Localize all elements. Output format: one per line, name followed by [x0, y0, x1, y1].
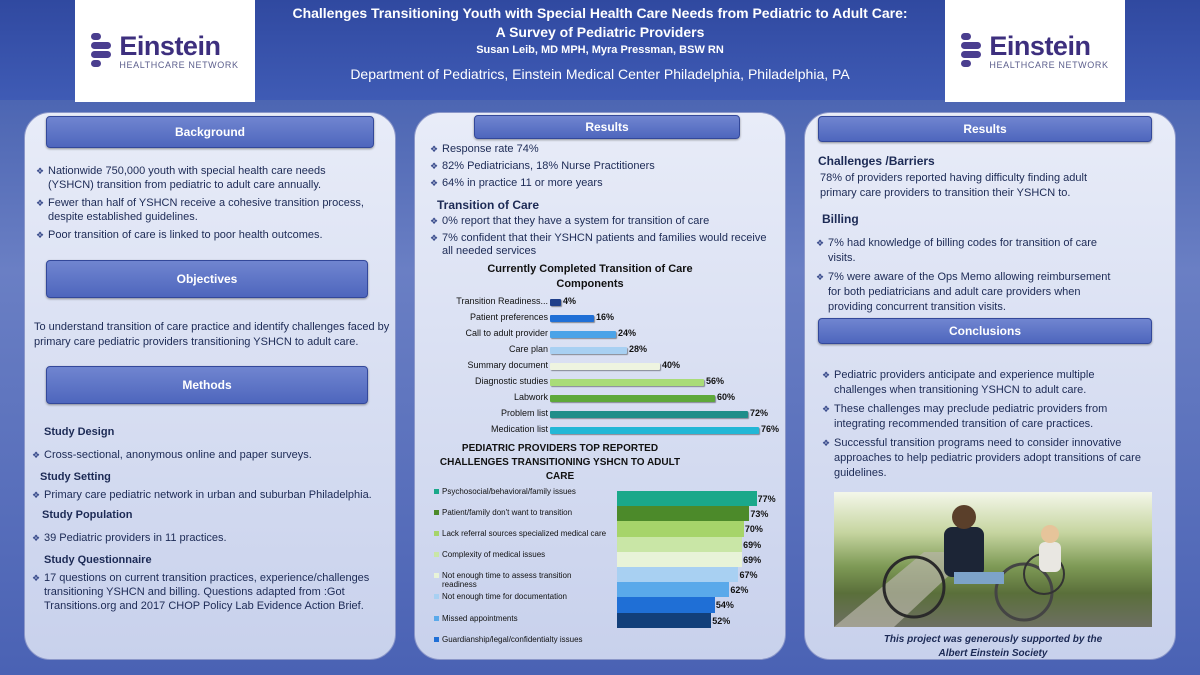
- list-item: ❖ Primary care pediatric network in urban and suburban Philadelphia.: [32, 488, 392, 502]
- chart2-category-label: Not enough time to assess transition readiness: [442, 571, 572, 589]
- title-block: [255, 4, 945, 82]
- list-item: ❖ 82% Pediatricians, 18% Nurse Practitioners: [430, 160, 770, 173]
- chart2-category-label: Guardianship/legal/confidentialty issues: [442, 635, 583, 644]
- chart1-category-label: Labwork: [513, 392, 548, 402]
- chart1-value-label: 76%: [761, 424, 780, 434]
- einstein-mark-icon: [961, 31, 983, 71]
- list-item: ❖ 7% confident that their YSHCN patients and families would receive all needed services: [430, 232, 770, 258]
- study-setting-heading: Study Setting: [40, 471, 111, 483]
- chart2-legend-marker: [434, 552, 439, 557]
- caption-line1: This project was generously supported by the: [883, 634, 1103, 645]
- logo-subtitle: HEALTHCARE NETWORK: [119, 60, 239, 70]
- photo-wheelchair-children: [834, 492, 1152, 627]
- list-item: ❖ 0% report that they have a system for transition of care: [430, 215, 770, 228]
- conclusions-list: [822, 368, 1142, 485]
- chart2-value-label: 52%: [712, 615, 731, 626]
- einstein-logo-left: [75, 0, 255, 102]
- challenges-text: 78% of providers reported having difficulty finding adult primary care providers to transition their YSHCN to.: [820, 172, 1088, 199]
- chart2-legend-marker: [434, 594, 439, 599]
- conclusions-heading: Conclusions: [818, 318, 1152, 344]
- transition-of-care-heading: Transition of Care: [437, 198, 540, 212]
- chart2-bar: [617, 582, 729, 597]
- objectives-heading: Objectives: [46, 260, 368, 298]
- chart2-legend-marker: [434, 637, 439, 642]
- study-population-list: [32, 531, 382, 549]
- poster-header: [0, 0, 1200, 100]
- chart1-value-label: 24%: [618, 328, 637, 338]
- study-questionnaire-list: [32, 571, 384, 617]
- study-design-heading: Study Design: [44, 426, 115, 438]
- chart2-bar: [617, 552, 742, 567]
- chart1-category-label: Problem list: [500, 408, 548, 418]
- study-design-list: [32, 448, 382, 466]
- chart2-value-label: 70%: [744, 524, 763, 535]
- chart2-value-label: 67%: [739, 570, 758, 580]
- chart1-bar: [550, 299, 561, 306]
- list-item: ❖ 39 Pediatric providers in 11 practices.: [32, 531, 382, 545]
- chart1-category-label: Medication list: [490, 424, 548, 434]
- results-heading-right: Results: [818, 116, 1152, 142]
- chart2-category-label: Patient/family don't want to transition: [442, 508, 573, 517]
- chart2-value-label: 54%: [715, 600, 734, 611]
- chart2-category-label: Psychosocial/behavioral/family issues: [442, 487, 576, 496]
- results-heading-mid: Results: [474, 115, 740, 139]
- study-population-heading: Study Population: [42, 509, 133, 521]
- chart2-bar: [617, 521, 744, 536]
- chart1-value-label: 28%: [629, 344, 648, 354]
- logo-title: Einstein: [119, 31, 221, 61]
- logo-subtitle: HEALTHCARE NETWORK: [989, 60, 1109, 70]
- chart2-title: PEDIATRIC PROVIDERS TOP REPORTED CHALLENGES TRANSITIONING YSHCN TO ADULT CARE: [439, 443, 681, 482]
- chart2-bar: [617, 567, 738, 582]
- einstein-logo-right: [945, 0, 1125, 102]
- chart1-bar: [550, 331, 616, 338]
- photo-illustration: [834, 492, 1152, 627]
- chart1-bar: [550, 427, 759, 434]
- toc-list: [430, 215, 770, 262]
- list-item: ❖ 64% in practice 11 or more years: [430, 177, 770, 190]
- chart2-value-label: 62%: [730, 585, 749, 596]
- list-item: ❖ These challenges may preclude pediatric providers from integrating recommended transition of care practices.: [822, 402, 1142, 432]
- list-item: ❖ Response rate 74%: [430, 143, 770, 156]
- chart1-category-label: Call to adult provider: [465, 328, 548, 338]
- list-item: ❖ Successful transition programs need to consider innovative approaches to help pediatric providers adopt transitions of care guidelines.: [822, 436, 1142, 481]
- chart2-category-label: Not enough time for documentation: [442, 592, 567, 601]
- chart1-category-label: Diagnostic studies: [474, 376, 548, 386]
- study-questionnaire-heading: Study Questionnaire: [44, 554, 152, 566]
- objectives-text: To understand transition of care practice and identify challenges faced by primary care pediatric providers transitioning YSHCN to adult care.: [34, 321, 390, 348]
- department: Department of Pediatrics, Einstein Medical Center Philadelphia, Philadelphia, PA: [350, 66, 850, 82]
- chart1-value-label: 56%: [706, 376, 725, 386]
- chart1-bar: [550, 347, 627, 354]
- chart2-bar: [617, 491, 757, 506]
- chart2-category-label: Missed appointments: [442, 614, 518, 623]
- chart1-title: Currently Completed Transition of Care Components: [487, 263, 693, 290]
- chart2-legend-marker: [434, 531, 439, 536]
- list-item: ❖ Pediatric providers anticipate and experience multiple challenges when transitioning YSHCN to adult care.: [822, 368, 1142, 398]
- chart2-bar: [617, 506, 749, 521]
- caption-line2: Albert Einstein Society: [938, 648, 1048, 659]
- list-item: ❖ 7% were aware of the Ops Memo allowing reimbursement for both pediatricians and adult care providers when providing concurrent transition visits.: [816, 270, 1116, 315]
- chart1-value-label: 72%: [750, 408, 769, 418]
- background-heading: Background: [46, 116, 374, 148]
- chart1-bar: [550, 363, 660, 370]
- list-item: ❖ Cross-sectional, anonymous online and paper surveys.: [32, 448, 382, 462]
- chart2-category-label: Complexity of medical issues: [442, 550, 546, 559]
- chart1-value-label: 40%: [662, 360, 681, 370]
- chart1-bar: [550, 379, 704, 386]
- poster-title-line2: A Survey of Pediatric Providers: [495, 24, 705, 40]
- chart1-value-label: 60%: [717, 392, 736, 402]
- chart2-bar: [617, 537, 742, 552]
- logo-title: Einstein: [989, 31, 1091, 61]
- billing-heading: Billing: [822, 212, 859, 226]
- authors: Susan Leib, MD MPH, Myra Pressman, BSW RN: [476, 44, 724, 56]
- billing-list: [816, 236, 1116, 319]
- chart1-bar: [550, 395, 715, 402]
- chart1-category-label: Transition Readiness...: [456, 296, 548, 306]
- chart1-value-label: 16%: [596, 312, 615, 322]
- chart1-category-label: Patient preferences: [469, 312, 548, 322]
- methods-heading: Methods: [46, 366, 368, 404]
- einstein-mark-icon: [91, 31, 113, 71]
- chart2-value-label: 69%: [743, 539, 762, 550]
- chart1-bar: [550, 315, 594, 322]
- chart1-category-label: Summary document: [467, 360, 548, 370]
- results-list: [430, 143, 770, 194]
- chart2-legend-marker: [434, 573, 439, 578]
- poster-title-line1: Challenges Transitioning Youth with Special Health Care Needs from Pediatric to Adult Care:: [292, 5, 908, 21]
- study-setting-list: [32, 488, 392, 506]
- chart2-value-label: 73%: [750, 509, 769, 520]
- photo-caption: [818, 633, 1168, 661]
- list-item: ❖ Nationwide 750,000 youth with special health care needs (YSHCN) transition from pediatric to adult care annually.: [36, 164, 366, 192]
- chart2-legend-marker: [434, 510, 439, 515]
- chart2-value-label: 69%: [743, 554, 762, 565]
- chart1-value-label: 4%: [563, 296, 577, 306]
- background-list: [36, 164, 366, 246]
- chart1-bar: [550, 411, 748, 418]
- chart2-value-label: 77%: [757, 494, 776, 504]
- chart2-category-label: Lack referral sources specialized medical care: [442, 529, 607, 538]
- list-item: ❖ 17 questions on current transition practices, experience/challenges transitioning YSHCN and billing. Questions adapted from :Got Transitions.org and 2017 CHOP Policy Lab Evidence Action Brief.: [32, 571, 384, 613]
- chart2-legend-marker: [434, 616, 439, 621]
- challenges-heading: Challenges /Barriers: [818, 154, 935, 168]
- list-item: ❖ Poor transition of care is linked to poor health outcomes.: [36, 228, 366, 242]
- chart2-legend-marker: [434, 489, 439, 494]
- list-item: ❖ 7% had knowledge of billing codes for transition of care visits.: [816, 236, 1116, 266]
- chart1-category-label: Care plan: [508, 344, 548, 354]
- list-item: ❖ Fewer than half of YSHCN receive a cohesive transition process, despite established guidelines.: [36, 196, 366, 224]
